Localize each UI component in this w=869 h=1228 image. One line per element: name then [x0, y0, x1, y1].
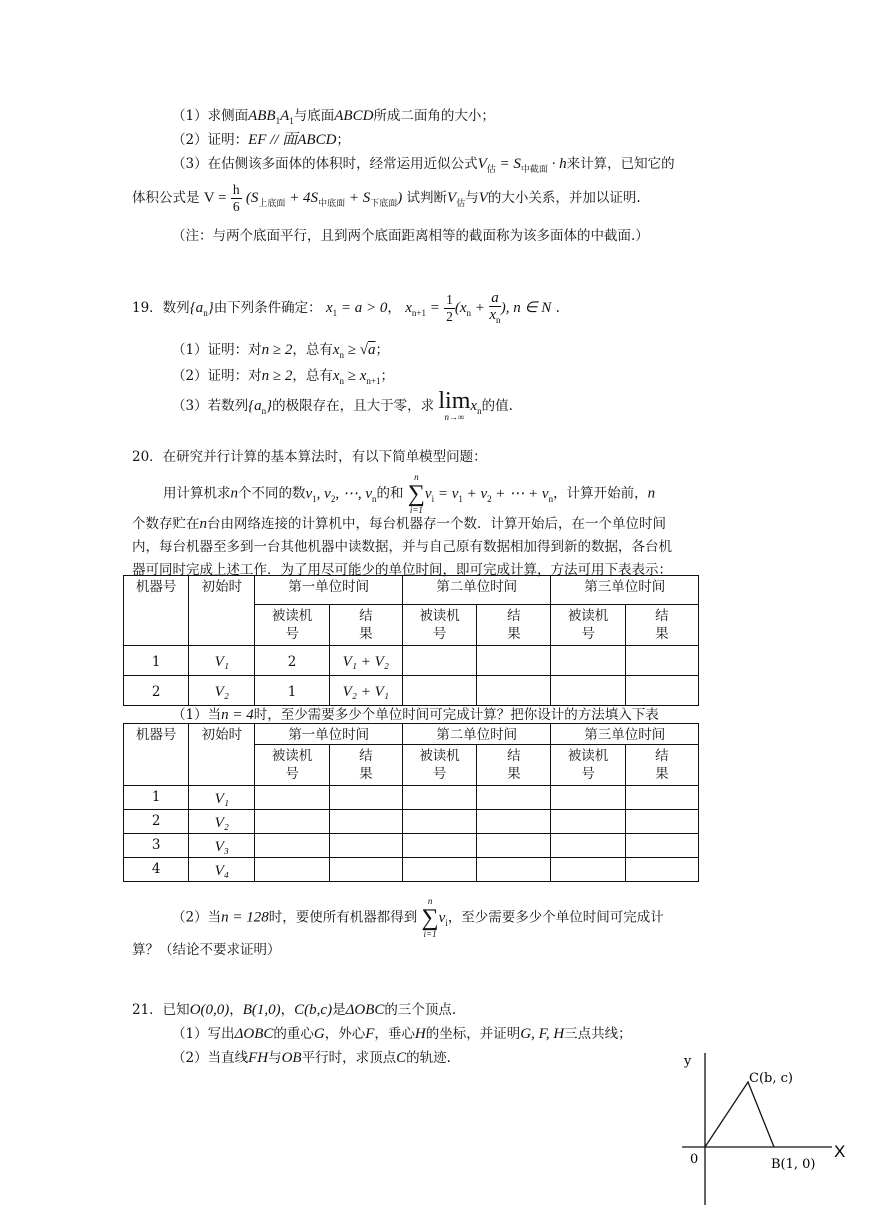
header-time3: 第三单位时间 — [551, 724, 699, 745]
q20-line4: 器可同时完成上述工作．为了用尽可能少的单位时间，即可完成计算，方法可用下表表示： — [132, 562, 672, 578]
header-time2: 第二单位时间 — [402, 576, 551, 605]
header-time1: 第一单位时间 — [255, 576, 403, 605]
triangle-figure — [670, 1045, 860, 1210]
q20-part2: （2）当n = 128时，要使所有机器都得到 n ∑ i=1 $v_i$，至少需要多少个单位时间可完成计 — [172, 896, 664, 939]
table-row: 4 V₄ — [124, 858, 699, 882]
header-initial: 初始时 — [189, 576, 255, 646]
q18-volume-formula: 体积公式是 V = $\frac{h}{6}$ $(S_{上底面} + 4S_{中底面} + S_{下底面})$ 试判断$V_估$与V的大小关系，并加以证明. — [132, 182, 641, 214]
q19-part2: （2）证明：对n ≥ 2，总有$x_n \ge x_{n+1}$； — [172, 368, 394, 386]
header-time2: 第二单位时间 — [402, 724, 551, 745]
answer-table — [123, 723, 699, 882]
table-row: 1 V₁ — [124, 786, 699, 810]
header-initial: 初始时 — [189, 724, 255, 786]
table-row: 2 V₂ — [124, 810, 699, 834]
q18-part2: （2）证明：EF // 面ABCD； — [172, 132, 350, 148]
header-result: 结 果 — [329, 605, 402, 646]
q18-note: （注：与两个底面平行，且到两个底面距离相等的截面称为该多面体的中截面.） — [172, 228, 649, 244]
q19-head: 19．数列$\{a_n\}$由下列条件确定： $x_1 = a > 0$， $x_{n+1}$ = $\frac{1}{2}$ ($x_n$ + $\frac{a}{x_n}$ ), n ∈ N . — [132, 289, 560, 325]
header-machine: 机器号 — [124, 724, 189, 786]
q20-head: 20．在研究并行计算的基本算法时，有以下简单模型问题： — [132, 449, 487, 465]
q20-part1: （1）当n = 4时，至少需要多少个单位时间可完成计算？把你设计的方法填入下表 — [172, 707, 659, 723]
header-read: 被读机 号 — [255, 745, 329, 786]
table-row: 2 V₂ 1 V₂ + V₁ — [124, 676, 699, 706]
q18-part3: （3）在估侧该多面体的体积时，经常运用近似公式$V_估 = S_{中截面} \cdot h$来计算，已知它的 — [172, 156, 675, 174]
q19-part1: （1）证明：对n ≥ 2，总有$x_n \ge √a$； — [172, 342, 389, 360]
q20-line2: 个数存贮在n台由网络连接的计算机中，每台机器存一个数．计算开始后，在一个单位时间 — [132, 516, 666, 532]
header-result: 结 果 — [477, 605, 551, 646]
origin-label: 0 — [690, 1152, 699, 1167]
q19-part3: （3）若数列$\{a_n\}$的极限存在，且大于零，求 lim n→∞ $x_n$的值. — [172, 388, 513, 422]
q20-line3: 内，每台机器至多到一台其他机器中读数据，并与自己原有数据相加得到新的数据，各台机 — [132, 539, 672, 555]
header-machine: 机器号 — [124, 576, 189, 646]
header-time1: 第一单位时间 — [255, 724, 403, 745]
triangle-obc — [705, 1082, 774, 1147]
table-row: 1 V₁ 2 V₁ + V₂ — [124, 646, 699, 676]
header-read: 被读机 号 — [402, 605, 476, 646]
header-result: 结 果 — [329, 745, 402, 786]
header-read: 被读机 号 — [551, 745, 625, 786]
q21-head: 21．已知O(0,0)，B(1,0)，C(b,c)是ΔOBC的三个顶点. — [132, 1002, 457, 1018]
table-row: 3 V₃ — [124, 834, 699, 858]
q21-part2: （2）当直线FH与OB平行时，求顶点C的轨迹. — [172, 1050, 451, 1066]
q20-part2-cont: 算？（结论不要求证明） — [132, 942, 281, 958]
q21-part1: （1）写出ΔOBC的重心G，外心F，垂心H的坐标，并证明G, F, H三点共线； — [172, 1026, 632, 1042]
y-axis-label: y — [684, 1054, 692, 1069]
example-table — [123, 575, 699, 706]
header-time3: 第三单位时间 — [551, 576, 699, 605]
q18-part1: （1）求侧面$ABB_1A_1$与底面ABCD所成二面角的大小； — [172, 108, 495, 126]
header-read: 被读机 号 — [551, 605, 625, 646]
header-result: 结 果 — [625, 745, 698, 786]
header-result: 结 果 — [625, 605, 698, 646]
header-result: 结 果 — [477, 745, 551, 786]
header-read: 被读机 号 — [402, 745, 476, 786]
x-axis-label: X — [834, 1142, 846, 1161]
q20-line1: 用计算机求n个不同的数$v_1$, $v_2$, ⋯, $v_n$的和 n ∑ i=1 $v_i = v_1 + v_2$ + ⋯ + $v_n$，计算开始前，n — [163, 472, 656, 515]
point-b-label: B(1, 0) — [771, 1157, 816, 1172]
point-c-label: C(b, c) — [749, 1071, 793, 1086]
header-read: 被读机 号 — [255, 605, 329, 646]
